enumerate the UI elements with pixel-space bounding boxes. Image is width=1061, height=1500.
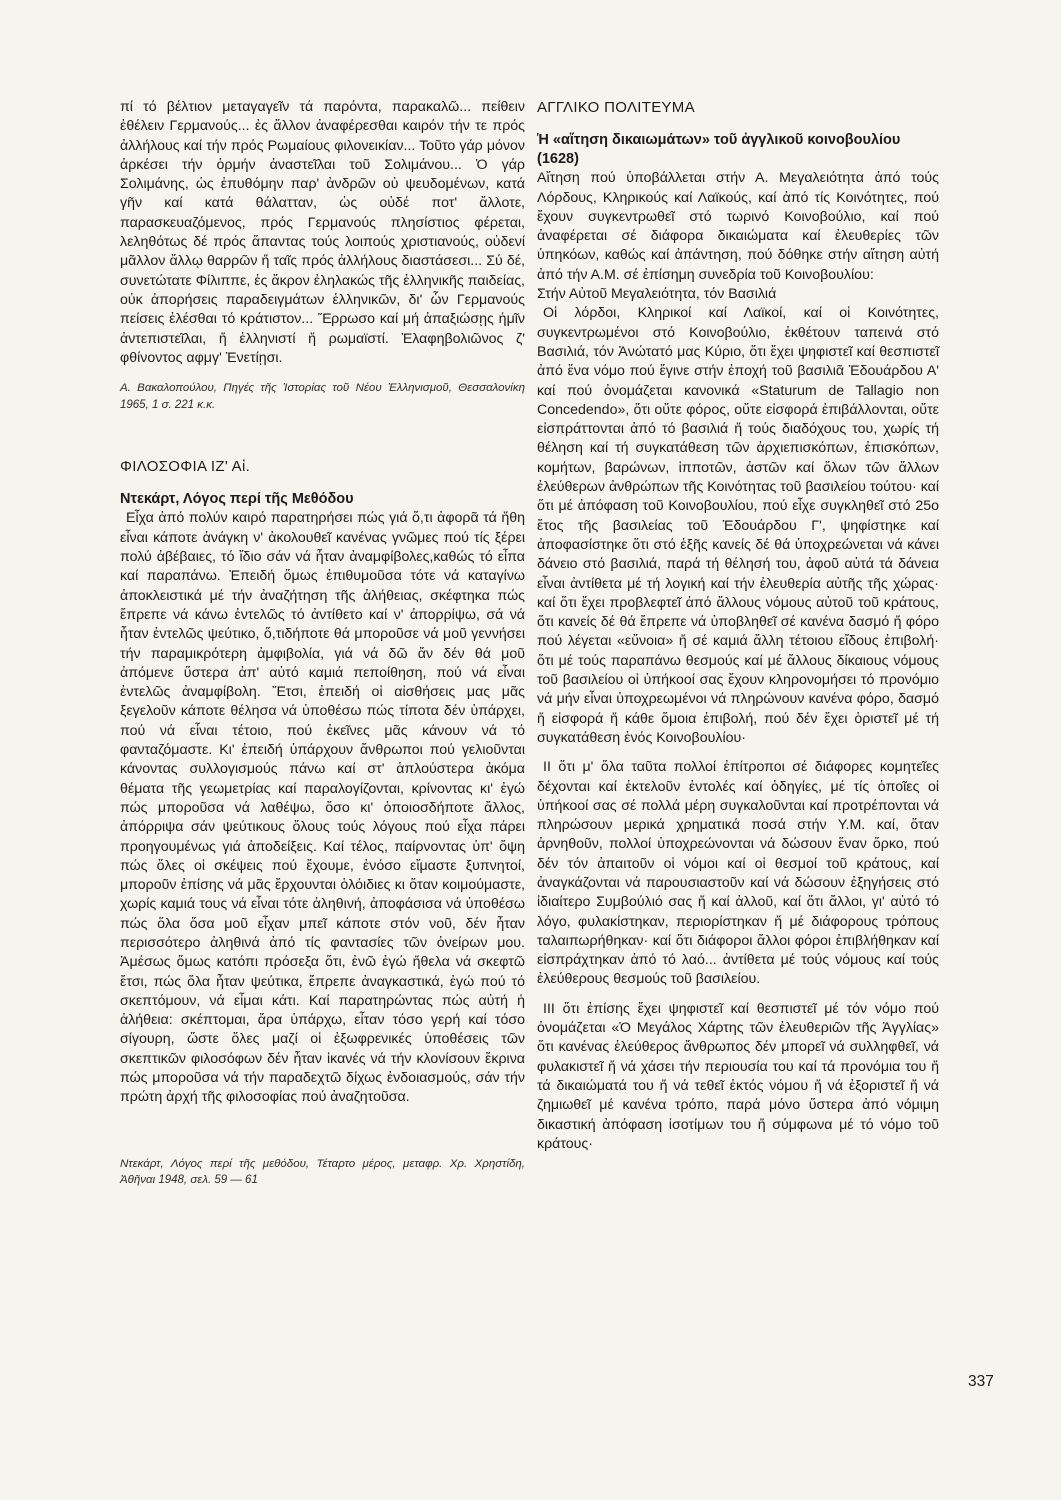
left-column	[120, 98, 525, 1189]
article-title-petition-of-right: Ἡ «αἴτηση δικαιωμάτων» τοῦ ἀγγλικοῦ κοινοβουλίου (1628)	[537, 132, 901, 168]
source-citation-1: Α. Βακαλοπούλου, Πηγές τῆς Ἱστορίας τοῦ Νέου Ἑλληνισμοῦ, Θεσσαλονίκη 1965, 1 σ. 221 κ.κ.	[120, 382, 525, 411]
section-title-english-constitution: ΑΓΓΛΙΚΟ ΠΟΛΙΤΕΥΜΑ	[537, 99, 695, 116]
petition-paragraph-3: III ὅτι ἐπίσης ἔχει ψηφιστεῖ καί θεσπιστεῖ μέ τόν νόμο πού ὀνομάζεται «Ὁ Μεγάλος Χάρτης τῶν ἐλευθεριῶν τῆς Ἀγγλίας» ὅτι κανένας ἐλεύθερος ἄνθρωπος δέν μπορεῖ νά συλληφθεῖ, νά φυλακιστεῖ ἤ νά χάσει τήν περιουσία του καί τά προνόμια του ἤ τά δικαιώματά του ἤ νά τεθεῖ ἐκτός νόμου ἤ νά ἐξοριστεῖ ἤ νά ζημιωθεῖ μέ κανένα τρόπο, παρά μόνο ὕστερα ἀπό νόμιμη δικαστική ἀπόφαση ἰσοτίμων του ἤ σύμφωνα μέ τό νόμο τοῦ κράτους·	[537, 1000, 939, 1152]
letter-continuation: πί τό βέλτιον μεταγαγεῖν τά παρόντα, παρακαλῶ... πείθειν ἐθέλειν Γερμανούς... ἐς ἄλλον ἀναφέρεσθαι καιρόν τήν τε πρός ἀλλήλους καί τήν πρός Ρωμαίους φιλονεικίαν... Τοῦτο γάρ μόνον ἀρκέσει τήν ὁρμήν ἀναστεῖλαι τοῦ Σολιμάνου... Ὁ γάρ Σολιμάνης, ὡς ἐπυθόμην παρ' ἀνδρῶν οὐ ψευδομένων, κατά γῆν καί κατά θάλατταν, ὡς οὐδέ ποτ' ἄλλοτε, παρασκευαζόμενος, πρός Γερμανούς πλησίστιος φέρεται, λεληθότως δέ πρός ἅπαντας τούς λοιπούς χριστιανούς, οὐδενί μᾶλλον ἄλλῳ θαρρῶν ἤ ταῖς πρός ἀλλήλους διαστάσεσι... Σύ δέ, συνετώτατε Φίλιππε, ἐς ἄκρον ἐληλακώς τῆς ἑλληνικῆς παιδείας, οὐκ ἀπορήσεις παραδειγμάτων ἑλληνικῶν, δι' ὧν Γερμανούς πείσεις ἑλέσθαι τό κράτιστον... Ἔρρωσο καί μή ἀπαξιώσῃς ἡμῖν ἀντεπιστεῖλαι, ἤ ἑλληνιστί ἤ ρωμαϊστί. Ἐλαφηβολιῶνος ζ' φθίνοντος αφμγ' Ἐνετίῃσι.	[120, 99, 525, 366]
descartes-excerpt: Εἶχα ἀπό πολύν καιρό παρατηρήσει πώς γιά ὅ,τι ἀφορᾶ τά ἤθη εἶναι κάποτε ἀνάγκη ν' ἀκολουθεῖ κανένας γνῶμες πού τίς ξέρει πολύ ἀβέβαιες, τό ἴδιο σάν νά ἦταν ἀναμφίβολες,καθώς τό εἶπα καί παραπάνω. Ἐπειδή ὅμως ἐπιθυμοῦσα τότε νά καταγίνω ἀποκλειστικά μέ τήν ἀναζήτηση τῆς ἀλήθειας, σκέφτηκα πώς ἔπρεπε νά κάνω ἐντελῶς τό ἀντίθετο καί ν' ἀπορρίψω, σά νά ἦταν ἐντελῶς ψεύτικο, ὅ,τιδήποτε θά μποροῦσε νά μοῦ γεννήσει τήν παραμικρότερη ἀμφιβολία, γιά νά δῶ ἄν δέν θά μοῦ ἀπόμενε ὕστερα ἀπ' αὐτό καμιά πεποίθηση, πού νά εἶναι ἐντελῶς ἀναμφίβολη. Ἔτσι, ἐπειδή οἱ αἰσθήσεις μας μᾶς ξεγελοῦν κάποτε θέλησα νά ὑποθέσω πώς τίποτα δέν ὑπάρχει, πού νά εἶναι τέτοιο, πού ἐκεῖνες μᾶς κάνουν νά τό φανταζόμαστε. Κι' ἐπειδή ὑπάρχουν ἄνθρωποι πού γελιοῦνται κάνοντας συλλογισμούς πάνω καί στ' ἁπλούστερα ἀκόμα θέματα τῆς γεωμετρίας καί παραλογίζονται, κρίνοντας κι' ἐγώ πώς μποροῦσα νά λαθέψω, ὅσο κι' ὁποιοσδήποτε ἄλλος, ἀπόρριψα σάν ψεύτικους ὅλους τούς λόγους πού εἶχα πάρει προηγουμένως γιά ἀποδείξεις. Καί τέλος, παίρνοντας ὑπ' ὄψη πώς ὅλες οἱ σκέψεις πού ἔχουμε, ἐνόσο εἴμαστε ξυπνητοί, μποροῦν ἐπίσης νά μᾶς ἔρχουνται ὁλόιδιες κι ὅταν κοιμούμαστε, χωρίς καμιά τους νά εἶναι τότε ἀληθινή, ἀποφάσισα νά ὑποθέσω πώς ὅλα ὅσα μοῦ εἶχαν μπεῖ κάποτε στόν νοῦ, δέν ἦταν περισσότερο ἀληθινά ἀπό τίς φαντασίες τῶν ὀνείρων μου. Ἀμέσως ὅμως κατόπι πρόσεξα ὅτι, ἐνῶ ἐγώ ἤθελα νά σκεφτῶ ἔτσι, πώς ὅλα ἦταν ψεύτικα, ἔπρεπε ἀναγκαστικά, ἐγώ πού τό σκεπτόμουν, νά εἶμαι κάτι. Καί παρατηρώντας πώς αὐτή ἡ ἀλήθεια: σκέπτομαι, ἄρα ὑπάρχω, εἶταν τόσο γερή καί τόσο σίγουρη, ὥστε ὅλες μαζί οἱ ἐξωφρενικές ὑποθέσεις τῶν σκεπτικῶν φιλοσόφων δέν ἦταν ἱκανές νά τήν κλονίσουν ἔκρινα πώς μποροῦσα νά τήν παραδεχτῶ δίχως ἐνδοιασμούς, σάν τήν πρώτη ἀρχή τῆς φιλοσοφίας πού ἀναζητοῦσα.	[120, 510, 525, 1106]
petition-paragraph-2: II ὅτι μ' ὅλα ταῦτα πολλοί ἐπίτροποι σέ διάφορες κομητεῖες δέχονται καί ἐκτελοῦν ἐντολές καί ὁδηγίες, μέ τίς ὁποῖες οἱ ὑπήκοοί σας σέ πολλά μέρη συγκαλοῦνται καί προτρέπονται νά πληρώσουν μερικά χρηματικά ποσά στήν Υ.Μ. καί, ὅταν ἀρνηθοῦν, πολλοί ὑποχρεώνονται νά δώσουν ἕναν ὅρκο, πού δέν τόν ἀπαιτοῦν οἱ νόμοι καί οἱ θεσμοί τοῦ κράτους, καί ἀναγκάζονται νά παρουσιαστοῦν καί νά δώσουν ἐξηγήσεις στό ἰδιαίτερο Συμβούλιό σας ἤ καί ἀλλοῦ, καί ὅτι ἄλλοι, γι' αὐτό τό λόγο, φυλακίστηκαν, περιορίστηκαν ἤ μέ διάφορους τρόπους ταλαιπωρήθηκαν· καί ὅτι διάφοροι ἄλλοι φόροι ἐπιβλήθηκαν καί εἰσπράχτηκαν ἀπό τό λαό... ἀντίθετα μέ τούς νόμους καί τούς ἐλεύθερους θεσμούς τοῦ βασιλείου.	[537, 759, 939, 988]
petition-salutation: Στήν Αὐτοῦ Μεγαλειότητα, τόν Βασιλιά	[537, 286, 777, 303]
page-number: 337	[968, 1373, 994, 1390]
source-citation-2: Ντεκάρτ, Λόγος περί τῆς μεθόδου, Τέταρτο μέρος, μεταφρ. Χρ. Χρηστίδη, Ἀθῆναι 1948, σελ. 59 — 61	[120, 1157, 525, 1187]
right-column	[537, 98, 939, 1154]
section-title-philosophy: ΦΙΛΟΣΟΦΙΑ ΙΖ' Αἰ.	[120, 458, 251, 476]
petition-intro: Αἴτηση πού ὑποβάλλεται στήν Α. Μεγαλειότητα ἀπό τούς Λόρδους, Κληρικούς καί Λαϊκούς, καί ἀπό τίς Κοινότητες, πού ἔχουν συγκεντρωθεῖ στό τωρινό Κοινοβούλιο, καί πού ἀναφέρεται σέ διάφορα δικαιώματα καί ἐλευθερίες τῶν ὑπηκόων, καθώς καί ἀπάντηση, πού δόθηκε στήν αἴτηση αὐτή ἀπό τήν Α.Μ. σέ ἐπίσημη συνεδρία τοῦ Κοινοβουλίου:	[537, 170, 939, 283]
article-title-descartes: Ντεκάρτ, Λόγος περί τῆς Μεθόδου	[120, 491, 354, 508]
petition-paragraph-1: Οἱ λόρδοι, Κληρικοί καί Λαϊκοί, καί οἱ Κοινότητες, συγκεντρωμένοι στό Κοινοβούλιο, ἐκθέτουν ταπεινά στό Βασιλιά, τόν Ἀνώτατό μας Κύριο, ὅτι ἔχει ψηφιστεῖ καί θεσπιστεῖ ἀπό ἕνα νόμο πού ἔγινε στήν ἐποχή τοῦ βασιλιᾶ Ἐδουάρδου Α' καί πού ὀνομάζεται κανονικά «Staturum de Tallagio non Concedendo», ὅτι οὔτε φόρος, οὔτε εἰσφορά ἐπιβάλλονται, οὔτε εἰσπράττονται ἀπό τό βασιλιά ἤ τούς διαδόχους του, χωρίς τή θέληση καί τή συγκατάθεση τῶν ἀρχιεπισκόπων, ἐπισκόπων, κομήτων, βαρώνων, ἱπποτῶν, ἀστῶν καί ὅλων τῶν ἄλλων ἐλεύθερων ἀνθρώπων τῆς Κοινότητας τοῦ βασιλείου τούτου· καί ὅτι μέ ἀπόφαση τοῦ Κοινοβουλίου, πού εἶχε συγκληθεῖ στό 25ο ἔτος τῆς βασιλείας τοῦ Ἐδουάρδου Γ', ψηφίστηκε καί ἀποφασίστηκε ὅτι στό ἑξῆς κανείς δέ θά ὑποχρεώνεται νά κάνει δάνειο στό βασιλιά, παρά τή θέλησή του, ἀφοῦ αὐτά τά δάνεια εἶναι ἀντίθετα μέ τή λογική καί τήν ἐλευθερία αὐτῆς τῆς χώρας· καί ὅτι ἔχει προβλεφτεῖ ἀπό ἄλλους νόμους αὐτοῦ τοῦ κράτους, ὅτι κανείς δέ θά ἔπρεπε νά ὑποβληθεῖ σέ κανένα δασμό ἤ φόρο πού λέγεται «εὔνοια» ἤ σέ καμιά ἄλλη τέτοιου εἴδους ἐπιβολή· ὅτι μέ τούς παραπάνω θεσμούς καί μέ ἄλλους δίκαιους νόμους τοῦ βασιλείου οἱ ὑπήκοοί σας ἔχουν κληρονομήσει τό προνόμιο νά μήν εἶναι ὑποχρεωμένοι νά πληρώνουν κανένα φόρο, δασμό ἤ εἰσφορά ἤ κάθε ὅμοια ἐπιβολή, πού δέν ἔχει ὁριστεῖ μέ τή συγκατάθεση ἑνός Κοινοβουλίου·	[537, 305, 939, 746]
